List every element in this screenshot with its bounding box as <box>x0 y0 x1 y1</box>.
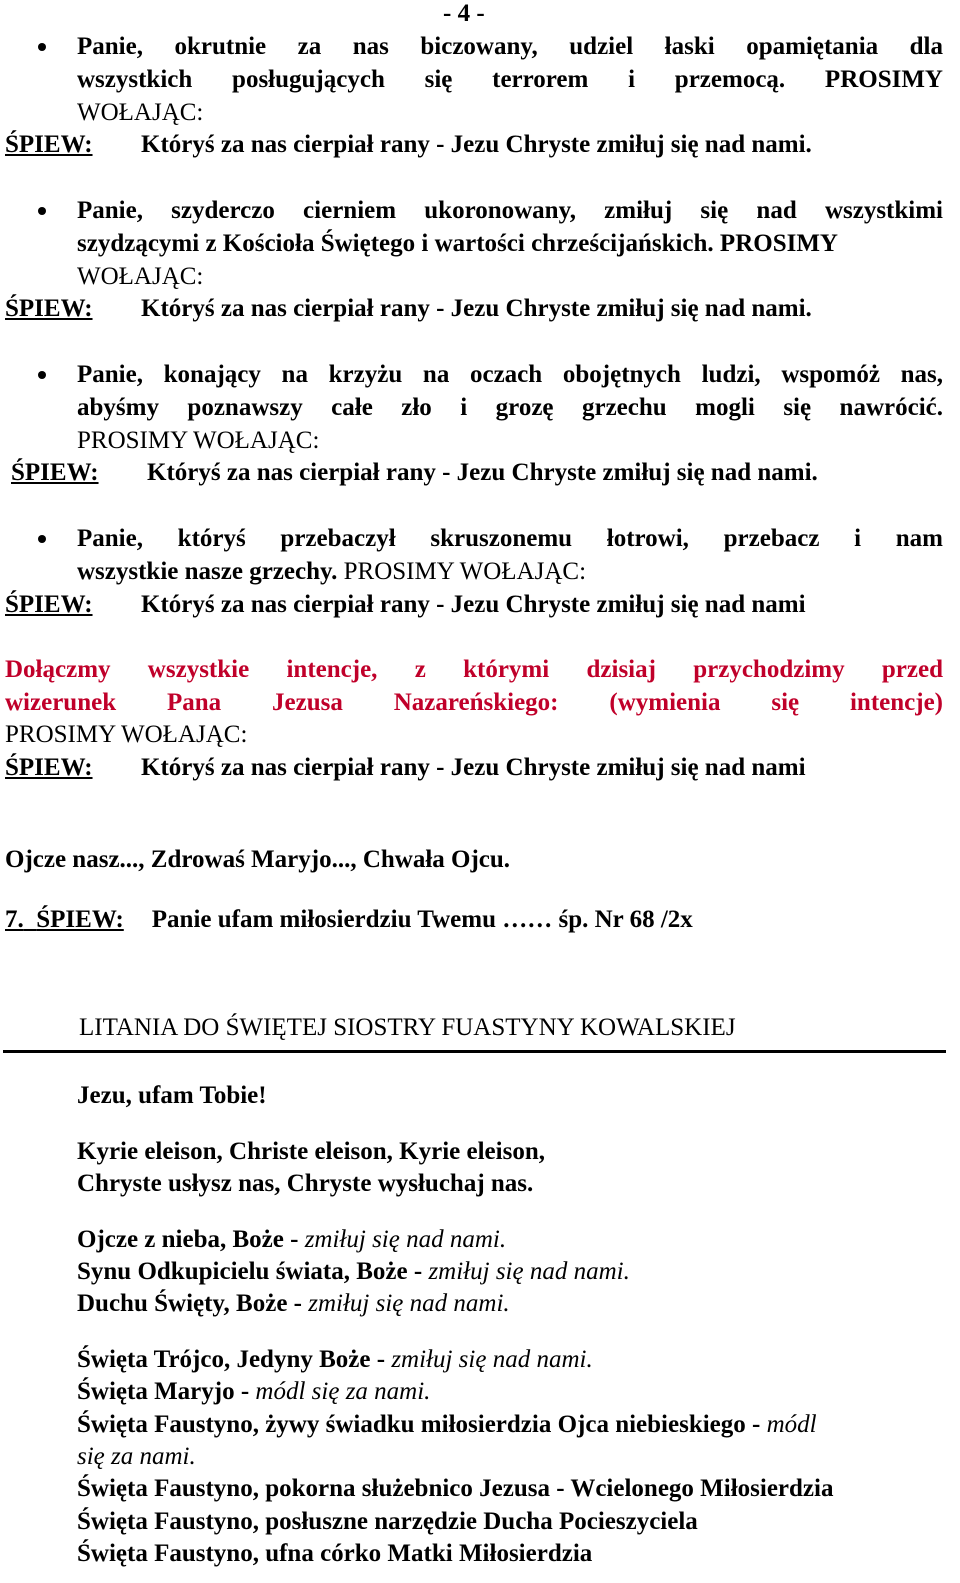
prayer-2-line-2: szydzącymi z Kościoła Świętego i wartości chrześcijańskich. PROSIMY <box>77 230 838 257</box>
song-7-label: ŚPIEW: <box>36 906 124 933</box>
litany-opening: Jezu, ufam Tobie! <box>77 1082 267 1109</box>
kyrie-line-1: Kyrie eleison, Christe eleison, Kyrie eleison, <box>77 1138 545 1165</box>
song-7-text: Panie ufam miłosierdziu Twemu …… śp. Nr 68 /2x <box>151 906 693 933</box>
invocation-response: zmiłuj się nad nami. <box>391 1346 593 1373</box>
invocation-response: zmiłuj się nad nami. <box>304 1226 507 1253</box>
intentions-line-3: PROSIMY WOŁAJĄC: <box>5 721 248 748</box>
closing-prayers: Ojcze nasz..., Zdrowaś Maryjo..., Chwała Ojcu. <box>5 846 511 873</box>
title-underline-divider <box>3 1050 946 1053</box>
invocation-2 <box>77 1255 630 1288</box>
spiew-line-4 <box>5 588 806 621</box>
invocation-1 <box>77 1223 506 1256</box>
invocation-response: módl się za nami. <box>255 1378 431 1405</box>
invocation-text: Ojcze z nieba, Boże - <box>77 1226 305 1253</box>
prayer-4-line-2 <box>77 555 586 588</box>
prayer-3-line-1: Panie, konający na krzyżu na oczach obojętnych ludzi, wspomóż nas, <box>77 361 943 388</box>
song-7-number: 7. <box>5 906 24 933</box>
faustyna-invocation-2: Święta Faustyno, pokorna służebnico Jezusa - Wcielonego Miłosierdzia <box>77 1475 834 1502</box>
spiew-text: Któryś za nas cierpiał rany - Jezu Chryste zmiłuj się nad nami. <box>147 459 818 486</box>
song-7-number-label <box>5 906 124 933</box>
faustyna-invocation-4: Święta Faustyno, ufna córko Matki Miłosierdzia <box>77 1540 593 1567</box>
invocation-response: módl <box>766 1411 817 1438</box>
faustyna-invocation-1 <box>77 1408 817 1441</box>
bullet-icon <box>38 207 46 215</box>
invocation-text: Święta Trójco, Jedyny Boże - <box>77 1346 392 1373</box>
spiew-line-2 <box>5 292 812 325</box>
invocation-response: zmiłuj się nad nami. <box>308 1290 510 1317</box>
prayer-1-line-2 <box>77 63 943 96</box>
prayer-4-line-2-text: wszystkie nasze grzechy. <box>77 558 338 585</box>
spiew-text: Któryś za nas cierpiał rany - Jezu Chryste zmiłuj się nad nami <box>141 591 806 618</box>
page-number: - 4 - <box>443 0 485 27</box>
kyrie-line-2: Chryste usłysz nas, Chryste wysłuchaj nas. <box>77 1170 534 1197</box>
invocation-text: Święta Faustyno, żywy świadku miłosierdzia Ojca niebieskiego - <box>77 1411 767 1438</box>
spiew-text: Któryś za nas cierpiał rany - Jezu Chryste zmiłuj się nad nami. <box>141 295 812 322</box>
prayer-1-line-2-text: wszystkich posługujących się terrorem i przemocą. PROSIMY <box>77 66 943 93</box>
prayer-2-line-1: Panie, szyderczo cierniem ukoronowany, zmiłuj się nad wszystkimi <box>77 197 943 224</box>
spiew-text: Któryś za nas cierpiał rany - Jezu Chryste zmiłuj się nad nami <box>141 754 806 781</box>
intentions-line-1: Dołączmy wszystkie intencje, z którymi dzisiaj przychodzimy przed <box>5 656 943 683</box>
invocation-text: Duchu Święty, Boże - <box>77 1290 309 1317</box>
invocation-text: Święta Maryjo - <box>77 1378 256 1405</box>
prayer-1-line-1: Panie, okrutnie za nas biczowany, udziel łaski opamiętania dla <box>77 33 943 60</box>
prayer-1-line-3: WOŁAJĄC: <box>77 99 204 126</box>
bullet-icon <box>38 371 46 379</box>
intentions-line-2: wizerunek Pana Jezusa Nazareńskiego: (wymienia się intencje) <box>5 689 943 716</box>
invocation-4 <box>77 1343 593 1376</box>
invocation-3 <box>77 1287 510 1320</box>
spiew-label: ŚPIEW: <box>5 131 93 158</box>
invocation-response: zmiłuj się nad nami. <box>428 1258 630 1285</box>
spiew-label: ŚPIEW: <box>5 295 93 322</box>
spiew-label: ŚPIEW: <box>5 754 93 781</box>
prayer-2-line-3: WOŁAJĄC: <box>77 263 204 290</box>
litany-title: LITANIA DO ŚWIĘTEJ SIOSTRY FUASTYNY KOWALSKIEJ <box>79 1014 736 1041</box>
prayer-3-line-3: PROSIMY WOŁAJĄC: <box>77 427 320 454</box>
spiew-line-5 <box>5 751 806 784</box>
invocation-text: Synu Odkupicielu świata, Boże - <box>77 1258 429 1285</box>
spiew-line-1 <box>5 128 812 161</box>
prayer-4-line-1: Panie, któryś przebaczył skruszonemu łotrowi, przebacz i nam <box>77 525 943 552</box>
prayer-3-line-2: abyśmy poznawszy całe zło i grozę grzechu mogli się nawrócić. <box>77 394 943 421</box>
song-7-line <box>5 903 693 936</box>
spiew-label: ŚPIEW: <box>11 459 99 486</box>
prayer-4-line-2-tail: PROSIMY WOŁAJĄC: <box>343 558 587 585</box>
bullet-icon <box>38 535 46 543</box>
bullet-icon <box>38 43 46 51</box>
spiew-text: Któryś za nas cierpiał rany - Jezu Chryste zmiłuj się nad nami. <box>141 131 812 158</box>
faustyna-invocation-1-cont: się za nami. <box>77 1443 196 1470</box>
spiew-label: ŚPIEW: <box>5 591 93 618</box>
faustyna-invocation-3: Święta Faustyno, posłuszne narzędzie Ducha Pocieszyciela <box>77 1508 698 1535</box>
spiew-line-3 <box>11 456 818 489</box>
invocation-5 <box>77 1375 430 1408</box>
